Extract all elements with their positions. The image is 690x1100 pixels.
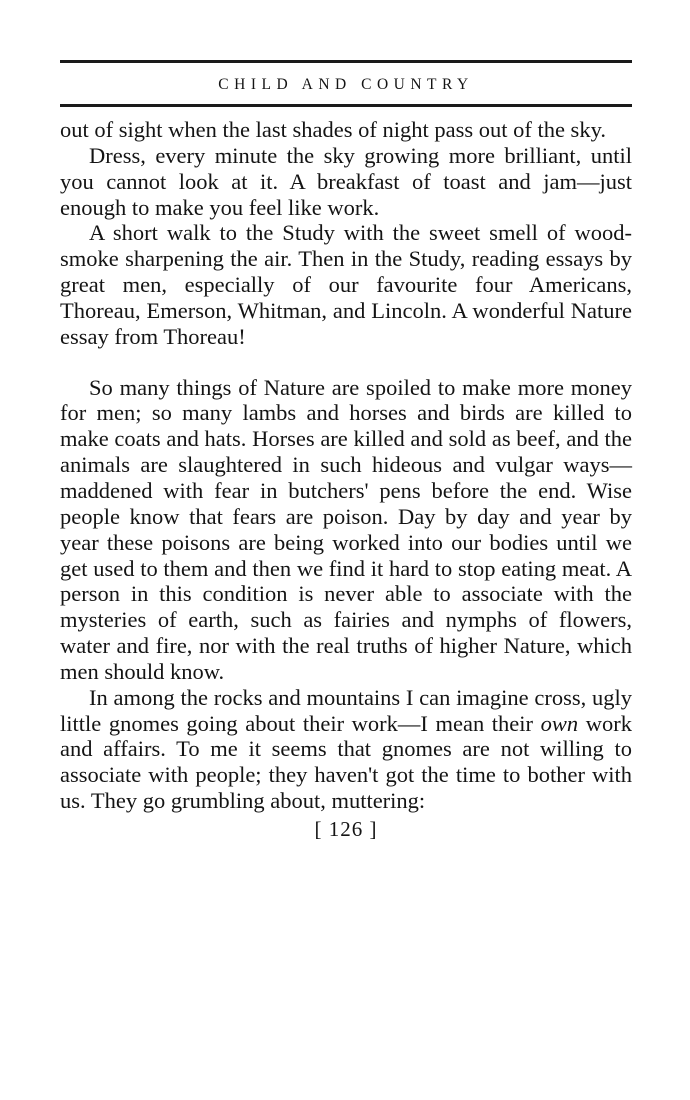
paragraph-nature-spoiled: So many things of Nature are spoiled to make more money for men; so many lambs and horses and birds are killed to make coats and hats. Horses are killed and sold as beef, and the animals are slaughtered in such hideous and vulgar ways—maddened with fear in butchers' pens before the end. Wise people know that fears are poison. Day by day and year by year these poisons are being worked into our bodies until we get used to them and then we find it hard to stop eating meat. A person in this condition is never able to associate with the mysteries of earth, such as fairies and nymphs of flowers, water and fire, nor with the real truths of higher Nature, which men should know. <box>60 374 632 684</box>
gnomes-text-after: work and affairs. To me it seems that gnomes are not willing to associate with people; they haven't got the time to bother with us. They go grumbling about, muttering: <box>60 710 632 814</box>
paragraph-continued: out of sight when the last shades of night pass out of the sky. <box>60 117 606 142</box>
paragraph-short-walk: A short walk to the Study with the sweet smell of wood-smoke sharpening the air. Then in the Study, reading essays by great men, especially of our favourite four Americans, Thoreau, Emerson, Whitman, and Lincoln. A wonderful Nature essay from Thoreau! <box>60 220 632 349</box>
paragraph-gnomes <box>60 685 632 814</box>
page-number: [ 126 ] <box>314 816 378 841</box>
paragraph-dress: Dress, every minute the sky growing more brilliant, until you cannot look at it. A breakfast of toast and jam—just enough to make you feel like work. <box>60 142 632 220</box>
header-rule-top <box>60 60 632 63</box>
header-rule-bottom <box>60 104 632 107</box>
book-page <box>60 60 632 842</box>
gnomes-text-before: In among the rocks and mountains I can imagine cross, ugly little gnomes going about their work—I mean their <box>60 684 632 736</box>
running-head: CHILD AND COUNTRY <box>218 76 474 93</box>
gnomes-emphasis: own <box>540 710 579 736</box>
body-text <box>60 117 632 814</box>
